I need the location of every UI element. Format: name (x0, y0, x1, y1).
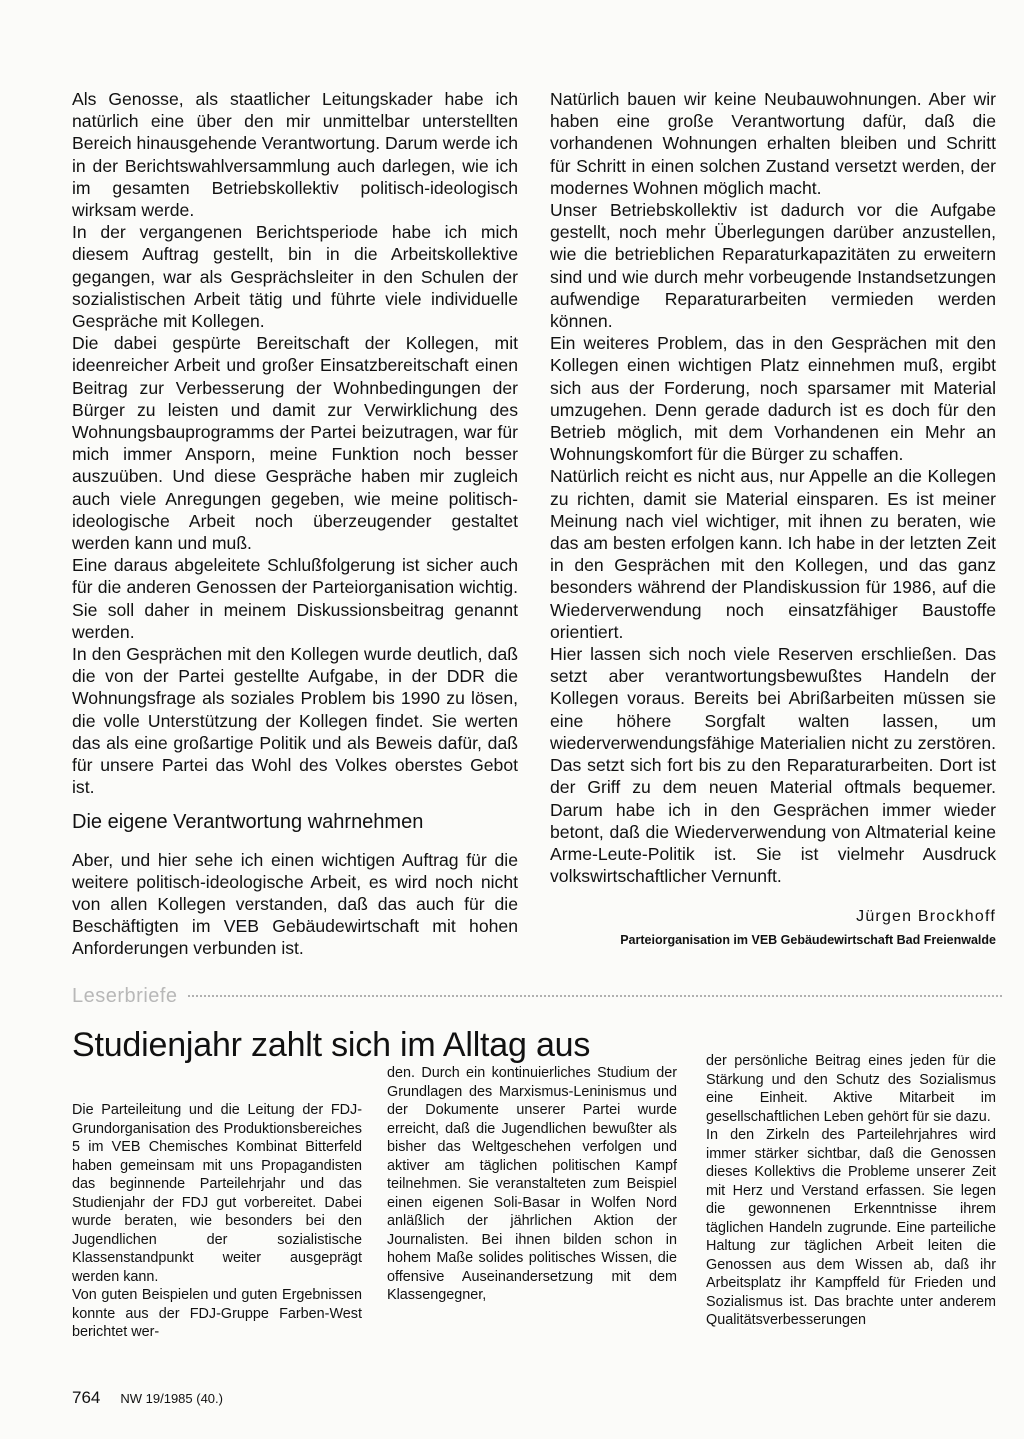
paragraph: den. Durch ein kontinuierliches Studium der Grundlagen des Marxismus-Leninismus und der Dokumente unserer Partei wurde erreicht, daß die Jugendlichen bewußter als bisher das Weltgeschehen verfolgen und aktiver am täglichen politischen Kampf teilnehmen. Sie veranstalteten zum Beispiel einen eigenen Soli-Basar in Wolfen Nord anläßlich der jährlichen Aktion der Journalisten. Bei ihnen bilden schon in hohem Maße solides politisches Wissen, die offensive Auseinandersetzung mit dem Klassengegner, (387, 1065, 677, 1303)
paragraph: In den Zirkeln des Parteilehrjahres wird immer stärker sichtbar, daß die Genossen dieses Kollektivs die Probleme unserer Zeit mit Herz und Verstand erfassen. Sie legen die gewonnenen Erkenntnisse ihrem täglichen Handeln zugrunde. Eine parteiliche Haltung zur täglichen Arbeit leiten die Genossen aus dem Wissen ab, daß ihr Arbeitsplatz ihr Kampffeld für Frieden und Sozialismus ist. Das brachte unter anderem Qualitätsverbesserungen (706, 1127, 996, 1328)
author-signature (550, 906, 996, 950)
dotted-rule (188, 995, 1002, 997)
article-column-2 (387, 1064, 677, 1305)
author-name: Jürgen Brockhoff (856, 908, 996, 925)
article-headline: Studienjahr zahlt sich im Alltag aus (72, 1026, 591, 1064)
section-divider (72, 982, 1002, 1010)
paragraph: In den Gesprächen mit den Kollegen wurde deutlich, daß die von der Partei gestellte Aufgabe, in der DDR die Wohnungsfrage als soziales Problem bis 1990 zu lösen, die volle Unterstützung der Kollegen findet. Sie werten das als eine großartige Politik und als Beweis dafür, daß für unsere Partei das Wohl des Volkes oberstes Gebot ist. (72, 644, 518, 798)
paragraph: Aber, und hier sehe ich einen wichtigen Auftrag für die weitere politisch-ideologische Arbeit, es wird noch nicht von allen Kollegen verstanden, daß das auch für die Beschäftigten im VEB Gebäudewirtschaft mit hohen Anforderungen verbunden ist. (72, 849, 518, 959)
paragraph: Die dabei gespürte Bereitschaft der Kollegen, mit ideenreicher Arbeit und großer Einsatzbereitschaft einen Beitrag zur Verbesserung der Wohnbedingungen der Bürger zu leisten und damit zur Verwirklichung des Wohnungsbauprogramms der Partei beizutragen, war für mich immer Ansporn, meine Funktion noch besser auszuüben. Und diese Gespräche haben mir zugleich auch viele Anregungen gegeben, wie meine politisch-ideologische Arbeit noch überzeugender gestaltet werden kann und muß. (72, 333, 518, 554)
section-subheading: Die eigene Verantwortung wahrnehmen (72, 810, 424, 833)
page-footer (72, 1388, 223, 1408)
paragraph: Von guten Beispielen und guten Ergebnissen konnte aus der FDJ-Gruppe Farben-West berichtet wer- (72, 1287, 362, 1340)
upper-right-column (550, 88, 996, 887)
author-organization: Parteiorganisation im VEB Gebäudewirtschaft Bad Freienwalde (620, 933, 996, 947)
issue-info: NW 19/1985 (40.) (120, 1391, 223, 1406)
paragraph: Unser Betriebskollektiv ist dadurch vor die Aufgabe gestellt, noch mehr Überlegungen darüber anzustellen, wie die betrieblichen Reparaturkapazitäten zu erweitern sind und wie durch mehr vorbeugende Instandsetzungen aufwendige Reparaturarbeiten vermieden werden können. (550, 200, 996, 332)
paragraph: der persönliche Beitrag eines jeden für die Stärkung und den Schutz des Sozialismus eine Einheit. Aktive Mitarbeit im gesellschaftlichen Leben gehört für sie dazu. (706, 1053, 996, 1125)
upper-left-column (72, 88, 518, 960)
article-column-1 (72, 1101, 362, 1342)
paragraph: Hier lassen sich noch viele Reserven erschließen. Das setzt aber verantwortungsbewußtes Handeln der Kollegen voraus. Bereits bei Abrißarbeiten müssen sie eine höhere Sorgfalt walten lassen, um wiederverwendungsfähige Materialien nicht zu zerstören. Das setzt sich fort bis zu den Reparaturarbeiten. Dort ist der Griff zu dem neuen Material oftmals bequemer. Darum habe ich in den Gesprächen immer wieder betont, daß die Wiederverwendung von Altmaterial keine Arme-Leute-Politik ist. Sie ist vielmehr Ausdruck volkswirtschaftlicher Vernunft. (550, 644, 996, 887)
section-label: Leserbriefe (72, 984, 178, 1007)
paragraph: In der vergangenen Berichtsperiode habe ich mich diesem Auftrag gestellt, bin in die Arbeitskollektive gegangen, war als Gesprächsleiter in den Schulen der sozialistischen Arbeit tätig und führte viele individuelle Gespräche mit Kollegen. (72, 222, 518, 332)
paragraph: Eine daraus abgeleitete Schlußfolgerung ist sicher auch für die anderen Genossen der Parteiorganisation wichtig. Sie soll daher in meinem Diskussionsbeitrag genannt werden. (72, 555, 518, 642)
paragraph: Als Genosse, als staatlicher Leitungskader habe ich natürlich eine über den mir unmittelbar unterstellten Bereich hinausgehende Verantwortung. Darum werde ich in der Berichtswahlversammlung auch darlegen, wie ich im gesamten Betriebskollektiv politisch-ideologisch wirksam werde. (72, 89, 518, 221)
page-number: 764 (72, 1388, 101, 1407)
paragraph: Natürlich reicht es nicht aus, nur Appelle an die Kollegen zu richten, damit sie Material einsparen. Es ist meiner Meinung nach viel wichtiger, mit ihnen zu beraten, wie das am besten erfolgen kann. Ich habe in der letzten Zeit in den Gesprächen mit den Kollegen, und das ganz besonders während der Plandiskussion für 1986, auf die Wiederverwendung noch einsatzfähiger Baustoffe orientiert. (550, 466, 996, 642)
paragraph: Ein weiteres Problem, das in den Gesprächen mit den Kollegen einen wichtigen Platz einnehmen muß, ergibt sich aus der Forderung, noch sparsamer mit Material umzugehen. Denn gerade dadurch ist es doch für den Betrieb möglich, mit dem Vorhandenen ein Mehr an Wohnungskomfort für die Bürger zu schaffen. (550, 333, 996, 465)
paragraph: Natürlich bauen wir keine Neubauwohnungen. Aber wir haben eine große Verantwortung dafür, daß die vorhandenen Wohnungen erhalten bleiben und Schritt für Schritt in einen solchen Zustand versetzt werden, der modernes Wohnen möglich macht. (550, 89, 996, 198)
article-column-3 (706, 1052, 996, 1330)
paragraph: Die Parteileitung und die Leitung der FDJ-Grundorganisation des Produktionsbereiches 5 im VEB Chemisches Kombinat Bitterfeld haben gemeinsam mit uns Propagandisten das beginnende Parteilehrjahr und das Studienjahr der FDJ gut vorbereitet. Dabei wurde beraten, wie besonders bei den Jugendlichen der sozialistische Klassenstandpunkt weiter ausgeprägt werden kann. (72, 1102, 362, 1285)
